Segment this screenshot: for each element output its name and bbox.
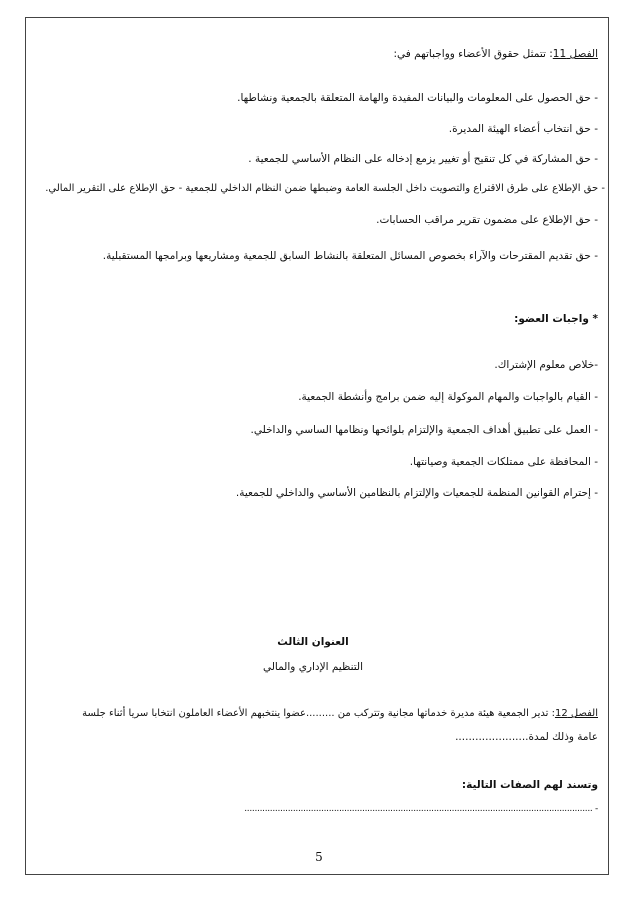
positions-dotted-line: - ........................................................................................................................................ xyxy=(244,804,598,814)
article-11-heading xyxy=(394,47,598,61)
article-12-label: الفصل 12 xyxy=(554,708,598,719)
article-12-line-2: عامة وذلك لمدة...................... xyxy=(455,731,598,743)
duty-item-4: - المحافظة على ممتلكات الجمعية وصيانتها. xyxy=(409,456,598,468)
right-item-1: - حق الحصول على المعلومات والبيانات المفيدة والهامة المتعلقة بالجمعية ونشاطها. xyxy=(237,92,598,104)
right-item-3: - حق المشاركة في كل تنقيح أو تغيير يزمع إدخاله على النظام الأساسي للجمعية . xyxy=(248,153,598,165)
positions-heading: وتسند لهم الصفات التالية: xyxy=(461,779,598,791)
duty-item-2: - القيام بالواجبات والمهام الموكولة إليه ضمن برامج وأنشطة الجمعية. xyxy=(298,391,598,403)
section-title: العنوان الثالث xyxy=(277,636,349,648)
right-item-6: - حق تقديم المقترحات والآراء بخصوص المسائل المتعلقة بالنشاط السابق للجمعية ومشاريعها وبرامجها المستقبلية. xyxy=(102,250,598,262)
duty-item-5: - إحترام القوانين المنظمة للجمعيات والإلتزام بالنظامين الأساسي والداخلي للجمعية. xyxy=(235,487,598,499)
right-item-5: - حق الإطلاع على مضمون تقرير مراقب الحسابات. xyxy=(376,214,598,226)
page-number: 5 xyxy=(315,850,323,864)
article-12-line-1 xyxy=(82,707,598,721)
article-11-text: : تتمثل حقوق الأعضاء وواجباتهم في: xyxy=(393,48,553,60)
right-item-4: - حق الإطلاع على طرق الاقتراع والتصويت داخل الجلسة العامة وضبطها ضمن النظام الداخلي للجمعية - حق الإطلاع على التقرير المالي. xyxy=(45,183,605,194)
section-subtitle: التنظيم الإداري والمالي xyxy=(262,661,364,673)
page-border xyxy=(25,17,609,875)
article-11-label: الفصل 11 xyxy=(552,48,598,60)
duties-heading: * واجبات العضو: xyxy=(514,313,598,325)
duty-item-1: -خلاص معلوم الإشتراك. xyxy=(494,359,598,371)
right-item-2: - حق انتخاب أعضاء الهيئة المديرة. xyxy=(448,123,598,135)
article-12-text: : تدير الجمعية هيئة مديرة خدماتها مجانية وتتركب من .........عضوا ينتخبهم الأعضاء العاملون انتخابا سريا أثناء جلسة xyxy=(82,708,555,719)
duty-item-3: - العمل على تطبيق أهداف الجمعية والإلتزام بلوائحها ونظامها الساسي والداخلي. xyxy=(250,424,598,436)
